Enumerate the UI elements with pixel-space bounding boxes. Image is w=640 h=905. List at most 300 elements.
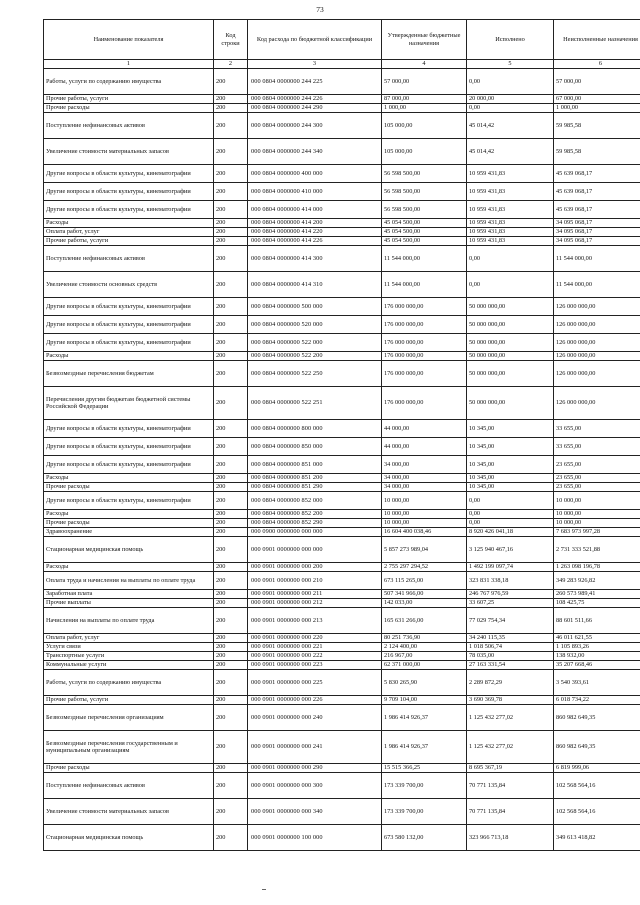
table-row	[44, 437, 640, 455]
row-executed: 50 000 000,00	[467, 360, 554, 386]
table-row	[44, 473, 640, 482]
row-line-code: 200	[214, 437, 248, 455]
row-line-code: 200	[214, 103, 248, 112]
row-remaining: 6 018 734,22	[554, 695, 640, 704]
row-executed: 50 000 000,00	[467, 386, 554, 419]
row-executed: 8 920 426 041,18	[467, 527, 554, 536]
row-expense-code: 000 0901 0000000 000 212	[248, 598, 382, 607]
row-approved: 5 857 273 989,04	[382, 536, 467, 562]
row-expense-code: 000 0901 0000000 000 225	[248, 669, 382, 695]
row-name: Начисления на выплаты по оплате труда	[44, 607, 214, 633]
row-approved: 216 967,00	[382, 651, 467, 660]
row-expense-code: 000 0804 0000000 522 000	[248, 333, 382, 351]
table-row	[44, 589, 640, 598]
row-approved: 11 544 000,00	[382, 271, 467, 297]
budget-execution-table	[43, 19, 640, 851]
row-remaining: 33 655,00	[554, 419, 640, 437]
row-approved: 44 000,00	[382, 419, 467, 437]
table-row	[44, 138, 640, 164]
row-approved: 165 631 266,00	[382, 607, 467, 633]
row-approved: 1 986 414 926,37	[382, 730, 467, 763]
row-expense-code: 000 0804 0000000 244 300	[248, 112, 382, 138]
row-executed: 34 240 115,35	[467, 633, 554, 642]
table-row	[44, 798, 640, 824]
row-remaining: 126 000 000,00	[554, 360, 640, 386]
row-expense-code: 000 0804 0000000 414 200	[248, 218, 382, 227]
row-expense-code: 000 0804 0000000 852 000	[248, 491, 382, 509]
row-remaining: 126 000 000,00	[554, 386, 640, 419]
row-approved: 5 830 265,90	[382, 669, 467, 695]
row-name: Расходы	[44, 473, 214, 482]
row-approved: 34 000,00	[382, 455, 467, 473]
row-remaining: 45 639 068,17	[554, 200, 640, 218]
table-row	[44, 333, 640, 351]
row-remaining: 102 568 564,16	[554, 798, 640, 824]
row-name: Прочие работы, услуги	[44, 236, 214, 245]
row-remaining: 34 095 068,17	[554, 227, 640, 236]
row-approved: 10 000,00	[382, 491, 467, 509]
row-executed: 70 771 135,84	[467, 798, 554, 824]
column-number: 6	[554, 60, 640, 69]
row-executed: 33 607,25	[467, 598, 554, 607]
row-remaining: 57 000,00	[554, 68, 640, 94]
column-number: 2	[214, 60, 248, 69]
table-row	[44, 824, 640, 850]
row-executed: 3 125 940 467,16	[467, 536, 554, 562]
row-approved: 105 000,00	[382, 112, 467, 138]
row-line-code: 200	[214, 297, 248, 315]
row-executed: 10 345,00	[467, 455, 554, 473]
page-number: 73	[316, 5, 324, 14]
row-expense-code: 000 0804 0000000 851 200	[248, 473, 382, 482]
row-remaining: 35 207 668,46	[554, 660, 640, 669]
row-remaining: 349 283 926,82	[554, 571, 640, 589]
row-executed: 0,00	[467, 68, 554, 94]
table-body	[44, 68, 640, 850]
row-name: Прочие расходы	[44, 482, 214, 491]
row-approved: 10 000,00	[382, 509, 467, 518]
row-name: Транспортные услуги	[44, 651, 214, 660]
row-executed: 0,00	[467, 271, 554, 297]
row-expense-code: 000 0804 0000000 851 290	[248, 482, 382, 491]
row-remaining: 6 819 999,06	[554, 763, 640, 772]
row-expense-code: 000 0804 0000000 414 300	[248, 245, 382, 271]
row-expense-code: 000 0901 0000000 000 340	[248, 798, 382, 824]
row-remaining: 860 982 649,35	[554, 730, 640, 763]
row-approved: 176 000 000,00	[382, 351, 467, 360]
table-row	[44, 68, 640, 94]
row-executed: 0,00	[467, 518, 554, 527]
column-header-expense-code: Код расхода по бюджетной классификации	[248, 20, 382, 60]
table-row	[44, 642, 640, 651]
row-expense-code: 000 0804 0000000 244 290	[248, 103, 382, 112]
row-name: Заработная плата	[44, 589, 214, 598]
row-remaining: 126 000 000,00	[554, 351, 640, 360]
row-remaining: 108 425,75	[554, 598, 640, 607]
row-expense-code: 000 0804 0000000 244 340	[248, 138, 382, 164]
row-expense-code: 000 0804 0000000 520 000	[248, 315, 382, 333]
row-approved: 62 371 000,00	[382, 660, 467, 669]
row-approved: 2 755 297 294,52	[382, 562, 467, 571]
table-row	[44, 598, 640, 607]
row-approved: 673 115 265,00	[382, 571, 467, 589]
row-remaining: 138 932,00	[554, 651, 640, 660]
row-approved: 1 000,00	[382, 103, 467, 112]
row-approved: 173 339 700,00	[382, 798, 467, 824]
table-row	[44, 386, 640, 419]
row-executed: 246 767 976,59	[467, 589, 554, 598]
row-remaining: 7 683 973 997,28	[554, 527, 640, 536]
row-remaining: 46 011 621,55	[554, 633, 640, 642]
row-name: Прочие расходы	[44, 518, 214, 527]
row-executed: 1 492 199 097,74	[467, 562, 554, 571]
row-approved: 16 604 400 038,46	[382, 527, 467, 536]
row-remaining: 45 639 068,17	[554, 182, 640, 200]
column-number: 1	[44, 60, 214, 69]
table-row	[44, 772, 640, 798]
row-name: Другие вопросы в области культуры, кинематографии	[44, 333, 214, 351]
row-name: Стационарная медицинская помощь	[44, 824, 214, 850]
table-row	[44, 419, 640, 437]
table-row	[44, 482, 640, 491]
row-line-code: 200	[214, 491, 248, 509]
row-line-code: 200	[214, 245, 248, 271]
row-line-code: 200	[214, 607, 248, 633]
row-line-code: 200	[214, 227, 248, 236]
row-executed: 50 000 000,00	[467, 315, 554, 333]
row-executed: 0,00	[467, 245, 554, 271]
row-remaining: 23 655,00	[554, 482, 640, 491]
row-approved: 87 000,00	[382, 94, 467, 103]
row-name: Прочие расходы	[44, 103, 214, 112]
row-line-code: 200	[214, 182, 248, 200]
row-approved: 105 000,00	[382, 138, 467, 164]
row-remaining: 88 601 511,66	[554, 607, 640, 633]
column-number-row	[44, 60, 640, 69]
row-remaining: 23 655,00	[554, 473, 640, 482]
table-row	[44, 562, 640, 571]
row-expense-code: 000 0901 0000000 000 210	[248, 571, 382, 589]
table-row	[44, 271, 640, 297]
row-expense-code: 000 0804 0000000 414 226	[248, 236, 382, 245]
row-expense-code: 000 0804 0000000 410 000	[248, 182, 382, 200]
row-line-code: 200	[214, 68, 248, 94]
row-approved: 176 000 000,00	[382, 333, 467, 351]
row-approved: 507 341 966,00	[382, 589, 467, 598]
row-executed: 20 000,00	[467, 94, 554, 103]
row-executed: 45 014,42	[467, 138, 554, 164]
scan-mark	[262, 889, 266, 890]
row-executed: 70 771 135,84	[467, 772, 554, 798]
row-expense-code: 000 0901 0000000 000 211	[248, 589, 382, 598]
row-approved: 1 986 414 926,37	[382, 704, 467, 730]
row-approved: 56 598 500,00	[382, 182, 467, 200]
table-row	[44, 518, 640, 527]
row-executed: 1 018 506,74	[467, 642, 554, 651]
row-name: Увеличение стоимости основных средств	[44, 271, 214, 297]
row-remaining: 11 544 000,00	[554, 245, 640, 271]
row-name: Оплата труда и начисления на выплаты по оплате труда	[44, 571, 214, 589]
row-expense-code: 000 0901 0000000 000 240	[248, 704, 382, 730]
row-approved: 15 515 366,25	[382, 763, 467, 772]
row-name: Другие вопросы в области культуры, кинематографии	[44, 297, 214, 315]
row-executed: 0,00	[467, 103, 554, 112]
row-expense-code: 000 0900 0000000 000 000	[248, 527, 382, 536]
row-name: Прочие расходы	[44, 763, 214, 772]
table-row	[44, 200, 640, 218]
table-row	[44, 695, 640, 704]
row-expense-code: 000 0901 0000000 000 200	[248, 562, 382, 571]
row-remaining: 3 540 393,61	[554, 669, 640, 695]
table-row	[44, 651, 640, 660]
table-row	[44, 704, 640, 730]
row-name: Другие вопросы в области культуры, кинематографии	[44, 437, 214, 455]
row-line-code: 200	[214, 218, 248, 227]
row-line-code: 200	[214, 351, 248, 360]
row-line-code: 200	[214, 473, 248, 482]
row-remaining: 126 000 000,00	[554, 315, 640, 333]
row-line-code: 200	[214, 598, 248, 607]
row-name: Работы, услуги по содержанию имущества	[44, 669, 214, 695]
row-executed: 323 831 338,18	[467, 571, 554, 589]
row-line-code: 200	[214, 730, 248, 763]
row-approved: 80 251 736,90	[382, 633, 467, 642]
row-expense-code: 000 0901 0000000 000 290	[248, 763, 382, 772]
row-approved: 9 709 104,00	[382, 695, 467, 704]
row-name: Другие вопросы в области культуры, кинематографии	[44, 455, 214, 473]
row-expense-code: 000 0804 0000000 800 000	[248, 419, 382, 437]
row-approved: 45 054 500,00	[382, 236, 467, 245]
row-name: Другие вопросы в области культуры, кинематографии	[44, 419, 214, 437]
row-name: Стационарная медицинская помощь	[44, 536, 214, 562]
column-number: 4	[382, 60, 467, 69]
row-expense-code: 000 0901 0000000 000 223	[248, 660, 382, 669]
row-line-code: 200	[214, 333, 248, 351]
row-executed: 10 959 431,83	[467, 227, 554, 236]
row-approved: 176 000 000,00	[382, 386, 467, 419]
row-expense-code: 000 0901 0000000 000 213	[248, 607, 382, 633]
row-name: Прочие работы, услуги	[44, 94, 214, 103]
row-approved: 176 000 000,00	[382, 360, 467, 386]
row-executed: 1 125 432 277,02	[467, 730, 554, 763]
row-line-code: 200	[214, 112, 248, 138]
row-line-code: 200	[214, 94, 248, 103]
row-line-code: 200	[214, 386, 248, 419]
row-name: Коммунальные услуги	[44, 660, 214, 669]
table-row	[44, 571, 640, 589]
row-executed: 10 959 431,83	[467, 218, 554, 227]
row-remaining: 349 613 418,82	[554, 824, 640, 850]
row-line-code: 200	[214, 236, 248, 245]
table-row	[44, 527, 640, 536]
row-remaining: 126 000 000,00	[554, 297, 640, 315]
row-remaining: 45 639 068,17	[554, 164, 640, 182]
table-row	[44, 660, 640, 669]
row-line-code: 200	[214, 695, 248, 704]
row-executed: 8 695 367,19	[467, 763, 554, 772]
table-row	[44, 182, 640, 200]
row-name: Здравоохранение	[44, 527, 214, 536]
row-expense-code: 000 0901 0000000 000 222	[248, 651, 382, 660]
table-row	[44, 669, 640, 695]
table-row	[44, 164, 640, 182]
row-expense-code: 000 0804 0000000 852 200	[248, 509, 382, 518]
row-name: Работы, услуги по содержанию имущества	[44, 68, 214, 94]
row-expense-code: 000 0804 0000000 244 226	[248, 94, 382, 103]
row-line-code: 200	[214, 660, 248, 669]
row-remaining: 33 655,00	[554, 437, 640, 455]
row-name: Другие вопросы в области культуры, кинематографии	[44, 315, 214, 333]
row-executed: 50 000 000,00	[467, 297, 554, 315]
table-row	[44, 245, 640, 271]
row-approved: 176 000 000,00	[382, 315, 467, 333]
row-executed: 10 959 431,83	[467, 182, 554, 200]
row-expense-code: 000 0804 0000000 414 220	[248, 227, 382, 236]
row-executed: 10 959 431,83	[467, 200, 554, 218]
table-row	[44, 730, 640, 763]
row-remaining: 1 000,00	[554, 103, 640, 112]
row-remaining: 67 000,00	[554, 94, 640, 103]
row-executed: 10 959 431,83	[467, 164, 554, 182]
row-remaining: 23 655,00	[554, 455, 640, 473]
row-name: Услуги связи	[44, 642, 214, 651]
table-row	[44, 491, 640, 509]
row-name: Расходы	[44, 218, 214, 227]
row-remaining: 1 263 098 196,78	[554, 562, 640, 571]
table-row	[44, 112, 640, 138]
row-line-code: 200	[214, 562, 248, 571]
row-executed: 10 959 431,83	[467, 236, 554, 245]
row-expense-code: 000 0901 0000000 000 241	[248, 730, 382, 763]
row-expense-code: 000 0804 0000000 852 290	[248, 518, 382, 527]
row-line-code: 200	[214, 518, 248, 527]
row-name: Другие вопросы в области культуры, кинематографии	[44, 182, 214, 200]
row-executed: 2 289 872,29	[467, 669, 554, 695]
column-header-approved: Утвержденные бюджетные назначения	[382, 20, 467, 60]
row-line-code: 200	[214, 315, 248, 333]
row-remaining: 102 568 564,16	[554, 772, 640, 798]
row-name: Безвозмездные перечисления государственным и муниципальным организациям	[44, 730, 214, 763]
row-line-code: 200	[214, 704, 248, 730]
row-name: Расходы	[44, 509, 214, 518]
row-expense-code: 000 0804 0000000 522 251	[248, 386, 382, 419]
row-line-code: 200	[214, 651, 248, 660]
row-expense-code: 000 0901 0000000 100 000	[248, 824, 382, 850]
row-executed: 1 125 432 277,02	[467, 704, 554, 730]
row-expense-code: 000 0804 0000000 400 000	[248, 164, 382, 182]
row-line-code: 200	[214, 419, 248, 437]
table-row	[44, 94, 640, 103]
column-header-executed: Исполнено	[467, 20, 554, 60]
table-row	[44, 236, 640, 245]
table-row	[44, 315, 640, 333]
table-row	[44, 227, 640, 236]
column-number: 5	[467, 60, 554, 69]
row-approved: 11 544 000,00	[382, 245, 467, 271]
row-approved: 45 054 500,00	[382, 218, 467, 227]
row-expense-code: 000 0804 0000000 414 000	[248, 200, 382, 218]
row-remaining: 860 982 649,35	[554, 704, 640, 730]
row-name: Увеличение стоимости материальных запасов	[44, 798, 214, 824]
row-remaining: 59 985,58	[554, 112, 640, 138]
row-executed: 0,00	[467, 509, 554, 518]
row-line-code: 200	[214, 536, 248, 562]
row-remaining: 34 095 068,17	[554, 236, 640, 245]
row-line-code: 200	[214, 138, 248, 164]
row-name: Перечисления другим бюджетам бюджетной системы Российской Федерации	[44, 386, 214, 419]
table-row	[44, 103, 640, 112]
row-expense-code: 000 0804 0000000 522 250	[248, 360, 382, 386]
table-row	[44, 536, 640, 562]
row-approved: 176 000 000,00	[382, 297, 467, 315]
row-executed: 50 000 000,00	[467, 333, 554, 351]
row-name: Прочие работы, услуги	[44, 695, 214, 704]
row-executed: 77 029 754,34	[467, 607, 554, 633]
row-name: Расходы	[44, 562, 214, 571]
column-header-remaining: Неисполненные назначения	[554, 20, 640, 60]
row-name: Увеличение стоимости материальных запасов	[44, 138, 214, 164]
row-executed: 10 345,00	[467, 482, 554, 491]
row-remaining: 2 731 333 521,88	[554, 536, 640, 562]
row-line-code: 200	[214, 772, 248, 798]
row-expense-code: 000 0804 0000000 414 310	[248, 271, 382, 297]
row-expense-code: 000 0901 0000000 000 220	[248, 633, 382, 642]
table-row	[44, 297, 640, 315]
table-row	[44, 351, 640, 360]
row-approved: 673 580 132,00	[382, 824, 467, 850]
row-line-code: 200	[214, 589, 248, 598]
row-remaining: 10 000,00	[554, 518, 640, 527]
row-approved: 56 598 500,00	[382, 164, 467, 182]
table-row	[44, 360, 640, 386]
row-expense-code: 000 0804 0000000 500 000	[248, 297, 382, 315]
row-line-code: 200	[214, 455, 248, 473]
row-name: Другие вопросы в области культуры, кинематографии	[44, 164, 214, 182]
row-approved: 57 000,00	[382, 68, 467, 94]
table-row	[44, 633, 640, 642]
row-name: Другие вопросы в области культуры, кинематографии	[44, 491, 214, 509]
row-line-code: 200	[214, 509, 248, 518]
table-row	[44, 455, 640, 473]
row-name: Другие вопросы в области культуры, кинематографии	[44, 200, 214, 218]
row-remaining: 10 000,00	[554, 491, 640, 509]
row-expense-code: 000 0804 0000000 244 225	[248, 68, 382, 94]
row-approved: 142 033,00	[382, 598, 467, 607]
row-executed: 78 035,00	[467, 651, 554, 660]
row-remaining: 11 544 000,00	[554, 271, 640, 297]
row-expense-code: 000 0804 0000000 851 000	[248, 455, 382, 473]
row-executed: 50 000 000,00	[467, 351, 554, 360]
row-approved: 44 000,00	[382, 437, 467, 455]
row-expense-code: 000 0901 0000000 000 221	[248, 642, 382, 651]
row-line-code: 200	[214, 164, 248, 182]
row-remaining: 10 000,00	[554, 509, 640, 518]
row-executed: 10 345,00	[467, 473, 554, 482]
row-remaining: 126 000 000,00	[554, 333, 640, 351]
row-executed: 27 163 331,54	[467, 660, 554, 669]
table-row	[44, 607, 640, 633]
row-executed: 3 690 369,78	[467, 695, 554, 704]
row-name: Прочие выплаты	[44, 598, 214, 607]
row-expense-code: 000 0804 0000000 522 200	[248, 351, 382, 360]
row-remaining: 59 985,58	[554, 138, 640, 164]
table-row	[44, 509, 640, 518]
column-number: 3	[248, 60, 382, 69]
row-remaining: 260 573 989,41	[554, 589, 640, 598]
column-header-line-code: Код строки	[214, 20, 248, 60]
table-row	[44, 218, 640, 227]
row-line-code: 200	[214, 763, 248, 772]
